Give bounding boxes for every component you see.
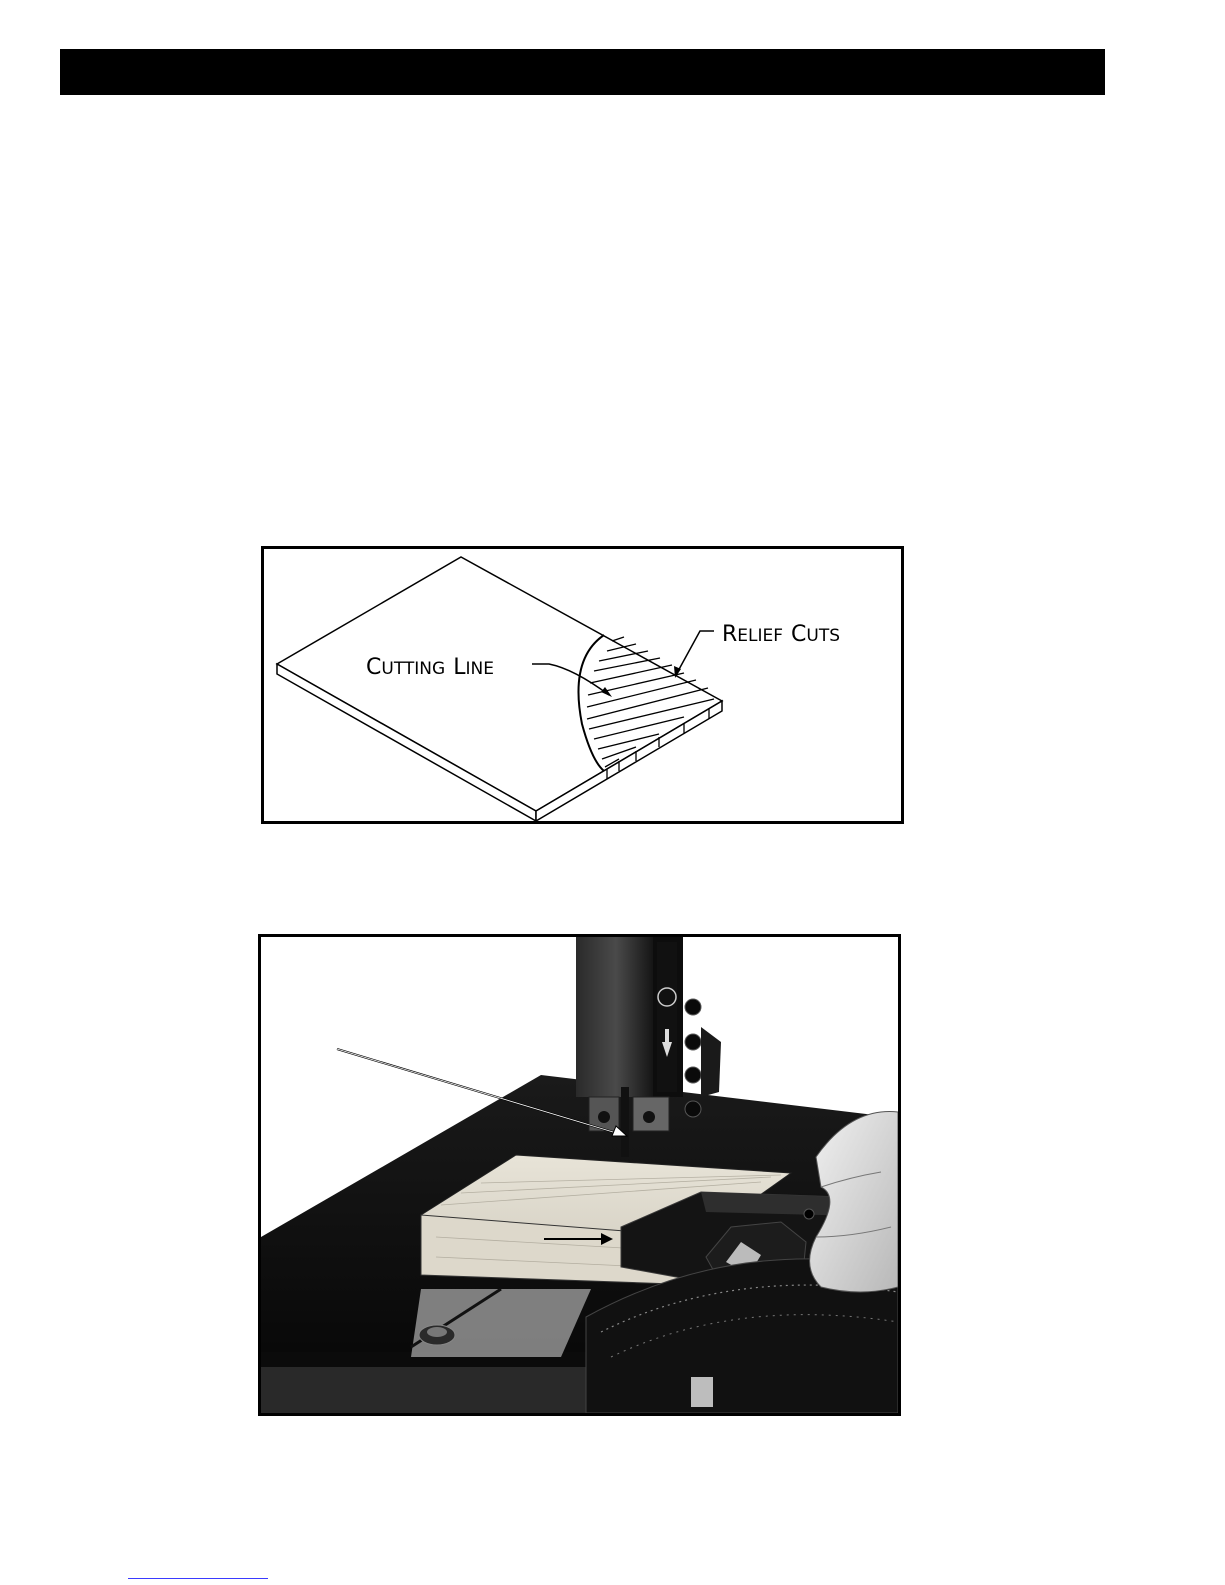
relief-cuts-leader bbox=[677, 631, 714, 673]
relief-cuts-label: RELIEF CUTS bbox=[722, 622, 841, 647]
board-top bbox=[277, 557, 722, 811]
saw-blade bbox=[621, 1087, 629, 1157]
relief-cuts-diagram bbox=[264, 549, 901, 821]
cutting-line-label: CUTTING LINE bbox=[366, 655, 494, 680]
section-header-bar bbox=[60, 49, 1105, 95]
footer-link-underline[interactable] bbox=[128, 1578, 268, 1579]
miter-gauge-photo-illustration bbox=[261, 937, 898, 1413]
relief-cuts-figure bbox=[261, 546, 904, 824]
miter-gauge-photo bbox=[258, 934, 901, 1416]
blade-guard-post bbox=[576, 937, 656, 1097]
